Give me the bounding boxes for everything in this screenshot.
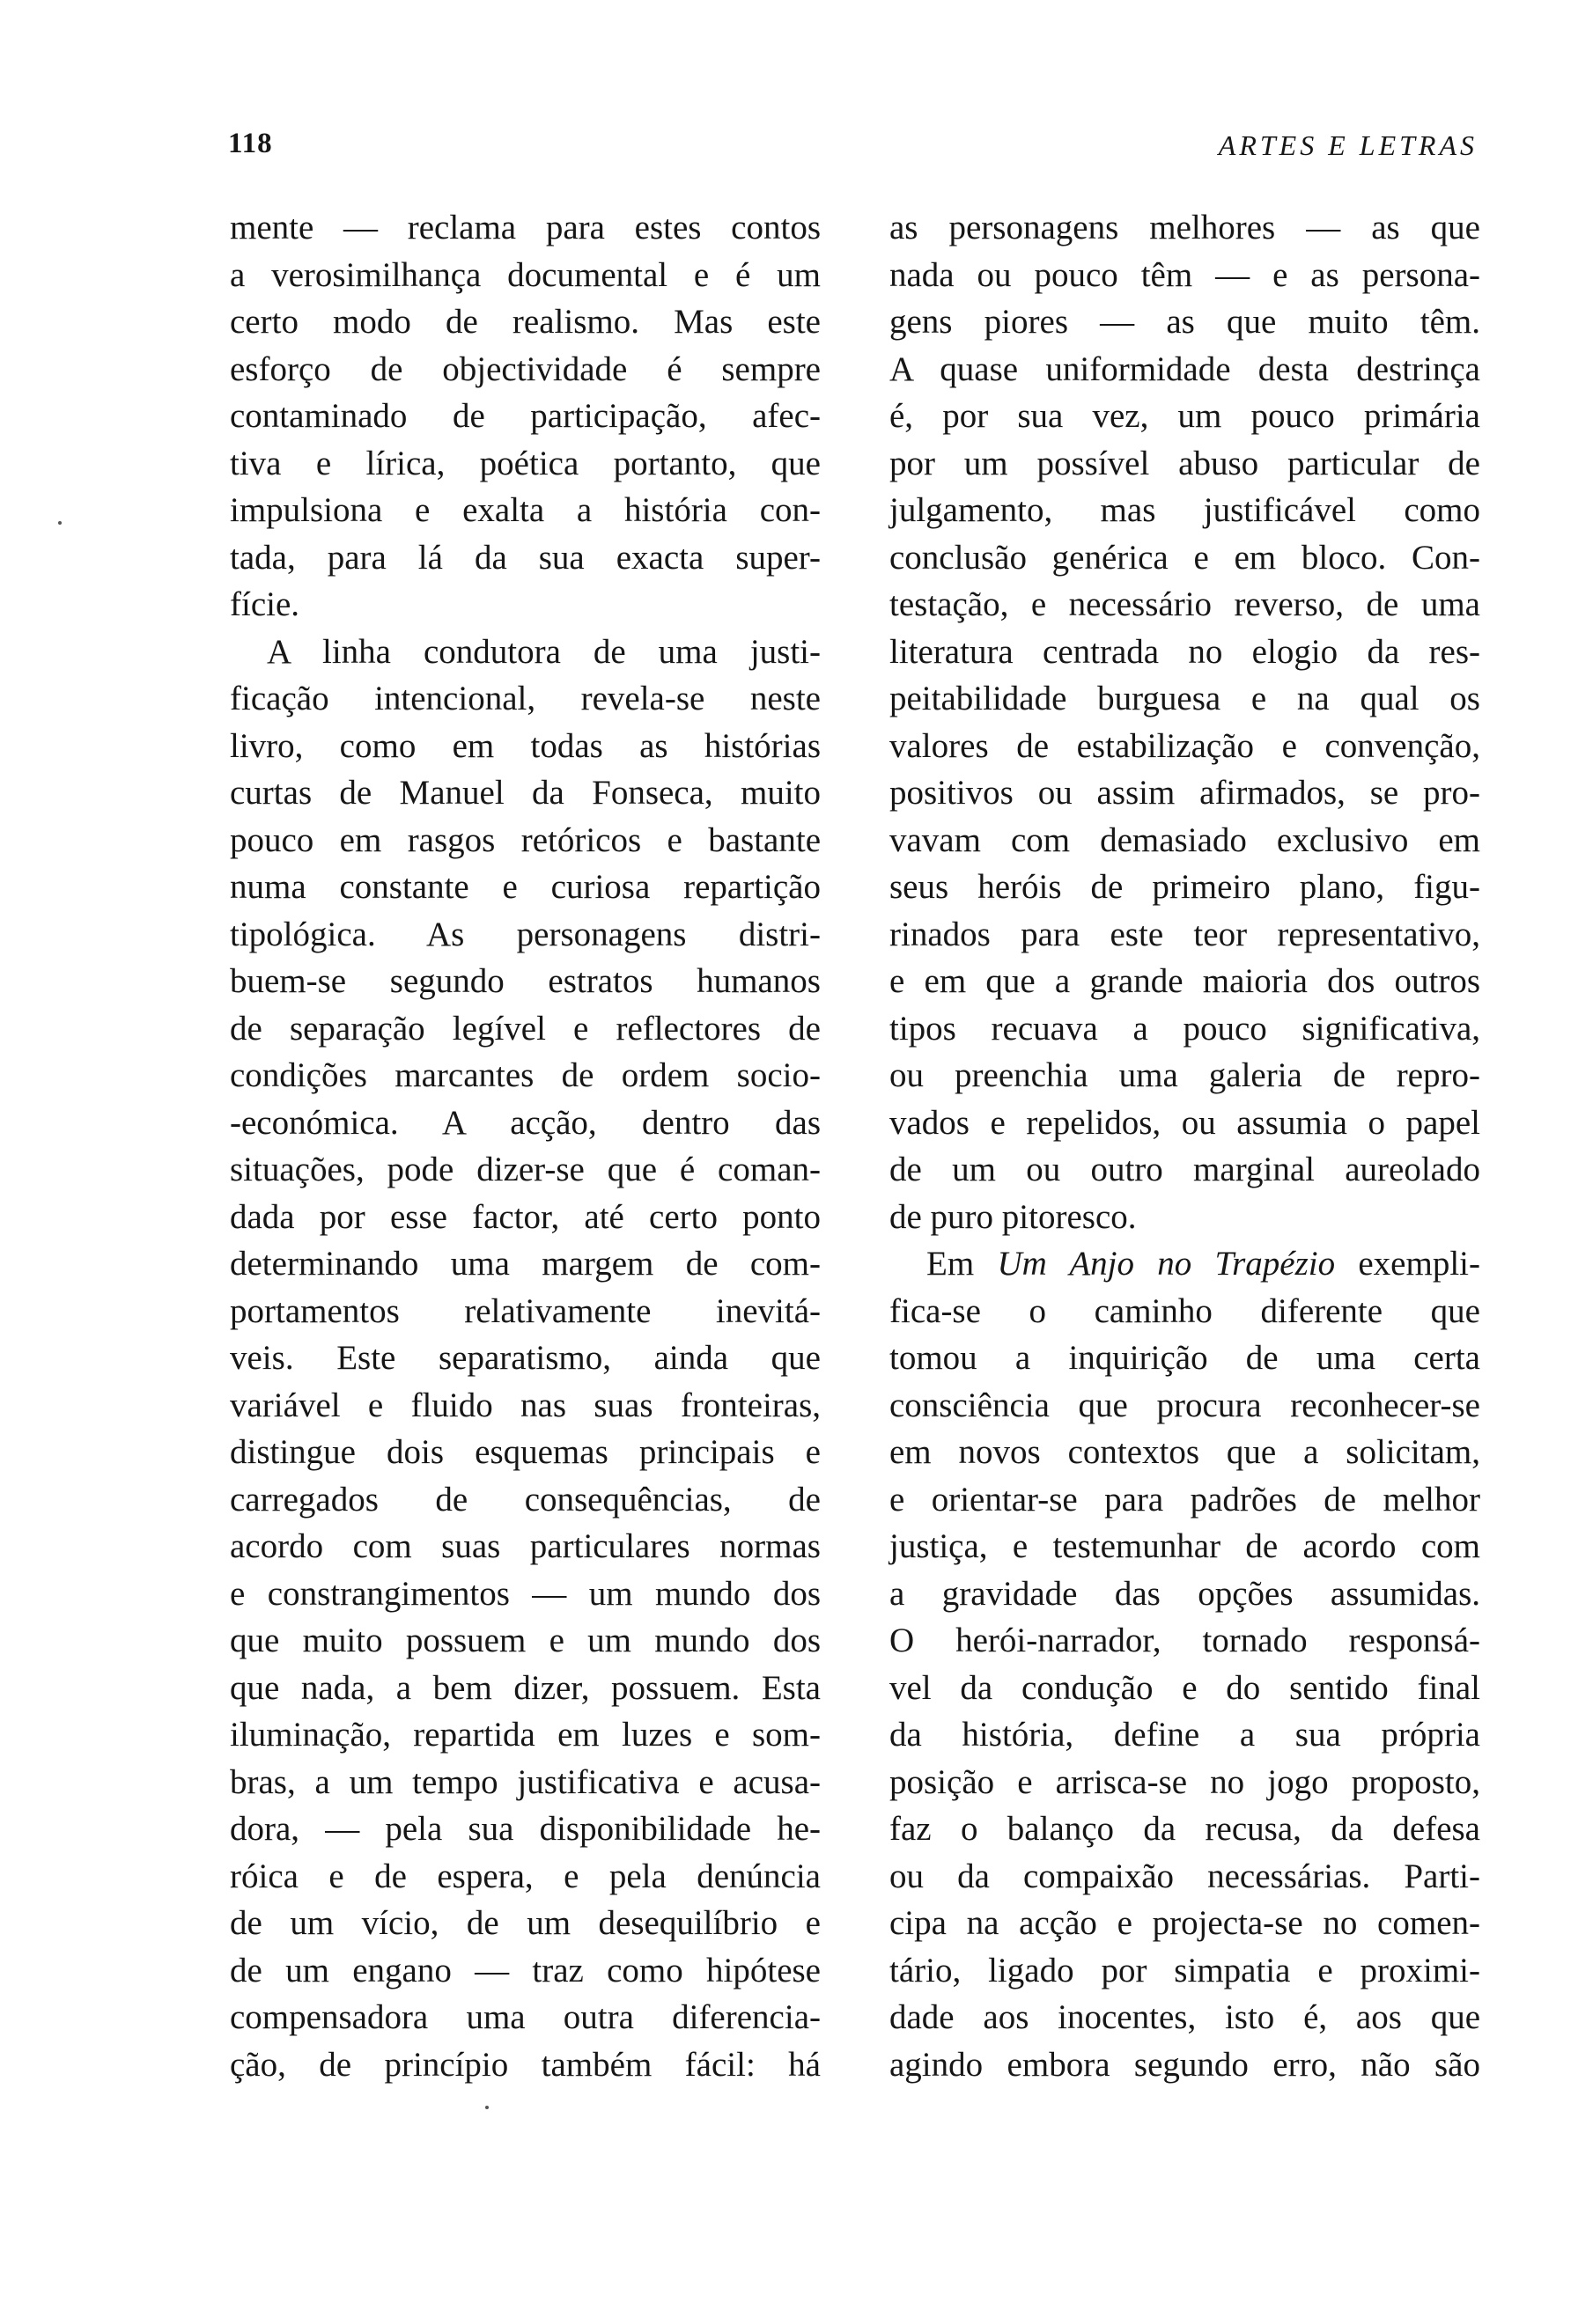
text-line: condições marcantes de ordem socio- xyxy=(230,1056,821,1094)
text-line: numa constante e curiosa repartição xyxy=(230,868,821,906)
text-line: a verosimilhança documental e é um xyxy=(230,255,821,294)
text-line: acordo com suas particulares normas xyxy=(230,1527,821,1565)
text-line: róica e de espera, e pela denúncia xyxy=(230,1857,821,1895)
text-line: A quase uniformidade desta destrinça xyxy=(889,349,1480,388)
text-line: que muito possuem e um mundo dos xyxy=(230,1622,821,1659)
text-line: esforço de objectividade é sempre xyxy=(230,349,821,388)
text-line: fica-se o caminho diferente que xyxy=(889,1291,1480,1330)
text-line: curtas de Manuel da Fonseca, muito xyxy=(230,774,821,812)
text-line: a gravidade das opções assumidas. xyxy=(889,1574,1480,1613)
text-line: situações, pode dizer-se que é coman- xyxy=(230,1151,821,1188)
text-line: nada ou pouco têm — e as persona- xyxy=(889,255,1480,294)
text-line: de um ou outro marginal aureolado xyxy=(889,1151,1480,1188)
text-line: distingue dois esquemas principais e xyxy=(230,1433,821,1471)
text-line: ficação intencional, revela-se neste xyxy=(230,680,821,717)
text-line: cipa na acção e projecta-se no comen- xyxy=(889,1904,1480,1942)
text-line: e constrangimentos — um mundo dos xyxy=(230,1574,821,1613)
text-line: peitabilidade burguesa e na qual os xyxy=(889,680,1480,717)
text-line: conclusão genérica e em bloco. Con- xyxy=(889,538,1480,577)
text-line: dade aos inocentes, isto é, aos que xyxy=(889,1998,1480,2036)
text-line: faz o balanço da recusa, da defesa xyxy=(889,1810,1480,1848)
text-line: variável e fluido nas suas fronteiras, xyxy=(230,1386,821,1424)
text-line: veis. Este separatismo, ainda que xyxy=(230,1339,821,1377)
text-line: valores de estabilização e convenção, xyxy=(889,726,1480,765)
text-line: positivos ou assim afirmados, se pro- xyxy=(889,774,1480,812)
text-line: determinando uma margem de com- xyxy=(230,1245,821,1283)
text-line: pouco em rasgos retóricos e bastante xyxy=(230,820,821,859)
text-line: ou da compaixão necessárias. Parti- xyxy=(889,1857,1480,1895)
text-line xyxy=(889,1240,1480,1288)
text-line: dada por esse factor, até certo ponto xyxy=(230,1197,821,1236)
page-number: 118 xyxy=(228,128,273,159)
text-line: carregados de consequências, de xyxy=(230,1480,821,1519)
text-line: tada, para lá da sua exacta super- xyxy=(230,538,821,577)
text-line: vel da condução e do sentido final xyxy=(889,1668,1480,1707)
text-line: tipológica. As personagens distri- xyxy=(230,915,821,953)
text-line: iluminação, repartida em luzes e som- xyxy=(230,1716,821,1754)
text-line: de um engano — traz como hipótese xyxy=(230,1951,821,1989)
text-line: vavam com demasiado exclusivo em xyxy=(889,820,1480,859)
text-line: fície. xyxy=(230,585,300,623)
text-line: gens piores — as que muito têm. xyxy=(889,303,1480,341)
text-line: certo modo de realismo. Mas este xyxy=(230,303,821,341)
text-line: vados e repelidos, ou assumia o papel xyxy=(889,1103,1480,1142)
text-line: da história, define a sua própria xyxy=(889,1716,1480,1754)
text-segment: Em xyxy=(926,1245,998,1283)
text-line: O herói-narrador, tornado responsá- xyxy=(889,1622,1480,1659)
text-line: consciência que procura reconhecer-se xyxy=(889,1386,1480,1424)
text-line: de separação legível e reflectores de xyxy=(230,1009,821,1048)
text-line: ção, de princípio também fácil: há xyxy=(230,2045,821,2084)
text-line: mente — reclama para estes contos xyxy=(230,209,821,246)
text-line: que nada, a bem dizer, possuem. Esta xyxy=(230,1668,821,1707)
text-line: rinados para este teor representativo, xyxy=(889,915,1480,953)
text-line: bras, a um tempo justificativa e acusa- xyxy=(230,1762,821,1801)
text-line: impulsiona e exalta a história con- xyxy=(230,491,821,529)
text-line: e orientar-se para padrões de melhor xyxy=(889,1480,1480,1519)
text-line: agindo embora segundo erro, não são xyxy=(889,2045,1480,2084)
text-line: posição e arrisca-se no jogo proposto, xyxy=(889,1762,1480,1801)
text-line: testação, e necessário reverso, de uma xyxy=(889,585,1480,623)
text-column-left xyxy=(230,204,821,2088)
text-line: portamentos relativamente inevitá- xyxy=(230,1291,821,1330)
text-line: julgamento, mas justificável como xyxy=(889,491,1480,529)
text-line: e em que a grande maioria dos outros xyxy=(889,962,1480,1000)
text-line: por um possível abuso particular de xyxy=(889,444,1480,482)
text-line: tário, ligado por simpatia e proximi- xyxy=(889,1951,1480,1989)
text-line: seus heróis de primeiro plano, figu- xyxy=(889,868,1480,906)
text-column-right xyxy=(889,204,1480,2088)
text-line: ou preenchia uma galeria de repro- xyxy=(889,1056,1480,1094)
text-line: em novos contextos que a solicitam, xyxy=(889,1433,1480,1471)
text-line: de puro pitoresco. xyxy=(889,1197,1137,1236)
text-segment: exempli- xyxy=(1335,1245,1480,1283)
text-line: dora, — pela sua disponibilidade he- xyxy=(230,1810,821,1848)
scan-speck xyxy=(485,2106,489,2109)
book-title: Um Anjo no Trapézio xyxy=(997,1245,1336,1283)
running-header: ARTES E LETRAS xyxy=(1218,129,1478,161)
text-line: justiça, e testemunhar de acordo com xyxy=(889,1527,1480,1565)
text-line: literatura centrada no elogio da res- xyxy=(889,632,1480,671)
text-line: tipos recuava a pouco significativa, xyxy=(889,1009,1480,1048)
text-line: compensadora uma outra diferencia- xyxy=(230,1998,821,2036)
text-line: -económica. A acção, dentro das xyxy=(230,1103,821,1142)
text-line: buem-se segundo estratos humanos xyxy=(230,962,821,1000)
scan-speck xyxy=(58,521,62,525)
text-line: tiva e lírica, poética portanto, que xyxy=(230,444,821,482)
text-line: tomou a inquirição de uma certa xyxy=(889,1339,1480,1377)
text-line: A linha condutora de uma justi- xyxy=(267,632,821,671)
text-line: de um vício, de um desequilíbrio e xyxy=(230,1904,821,1942)
text-line: as personagens melhores — as que xyxy=(889,209,1480,246)
text-line: contaminado de participação, afec- xyxy=(230,397,821,435)
text-line: é, por sua vez, um pouco primária xyxy=(889,397,1480,435)
text-line: livro, como em todas as histórias xyxy=(230,726,821,765)
